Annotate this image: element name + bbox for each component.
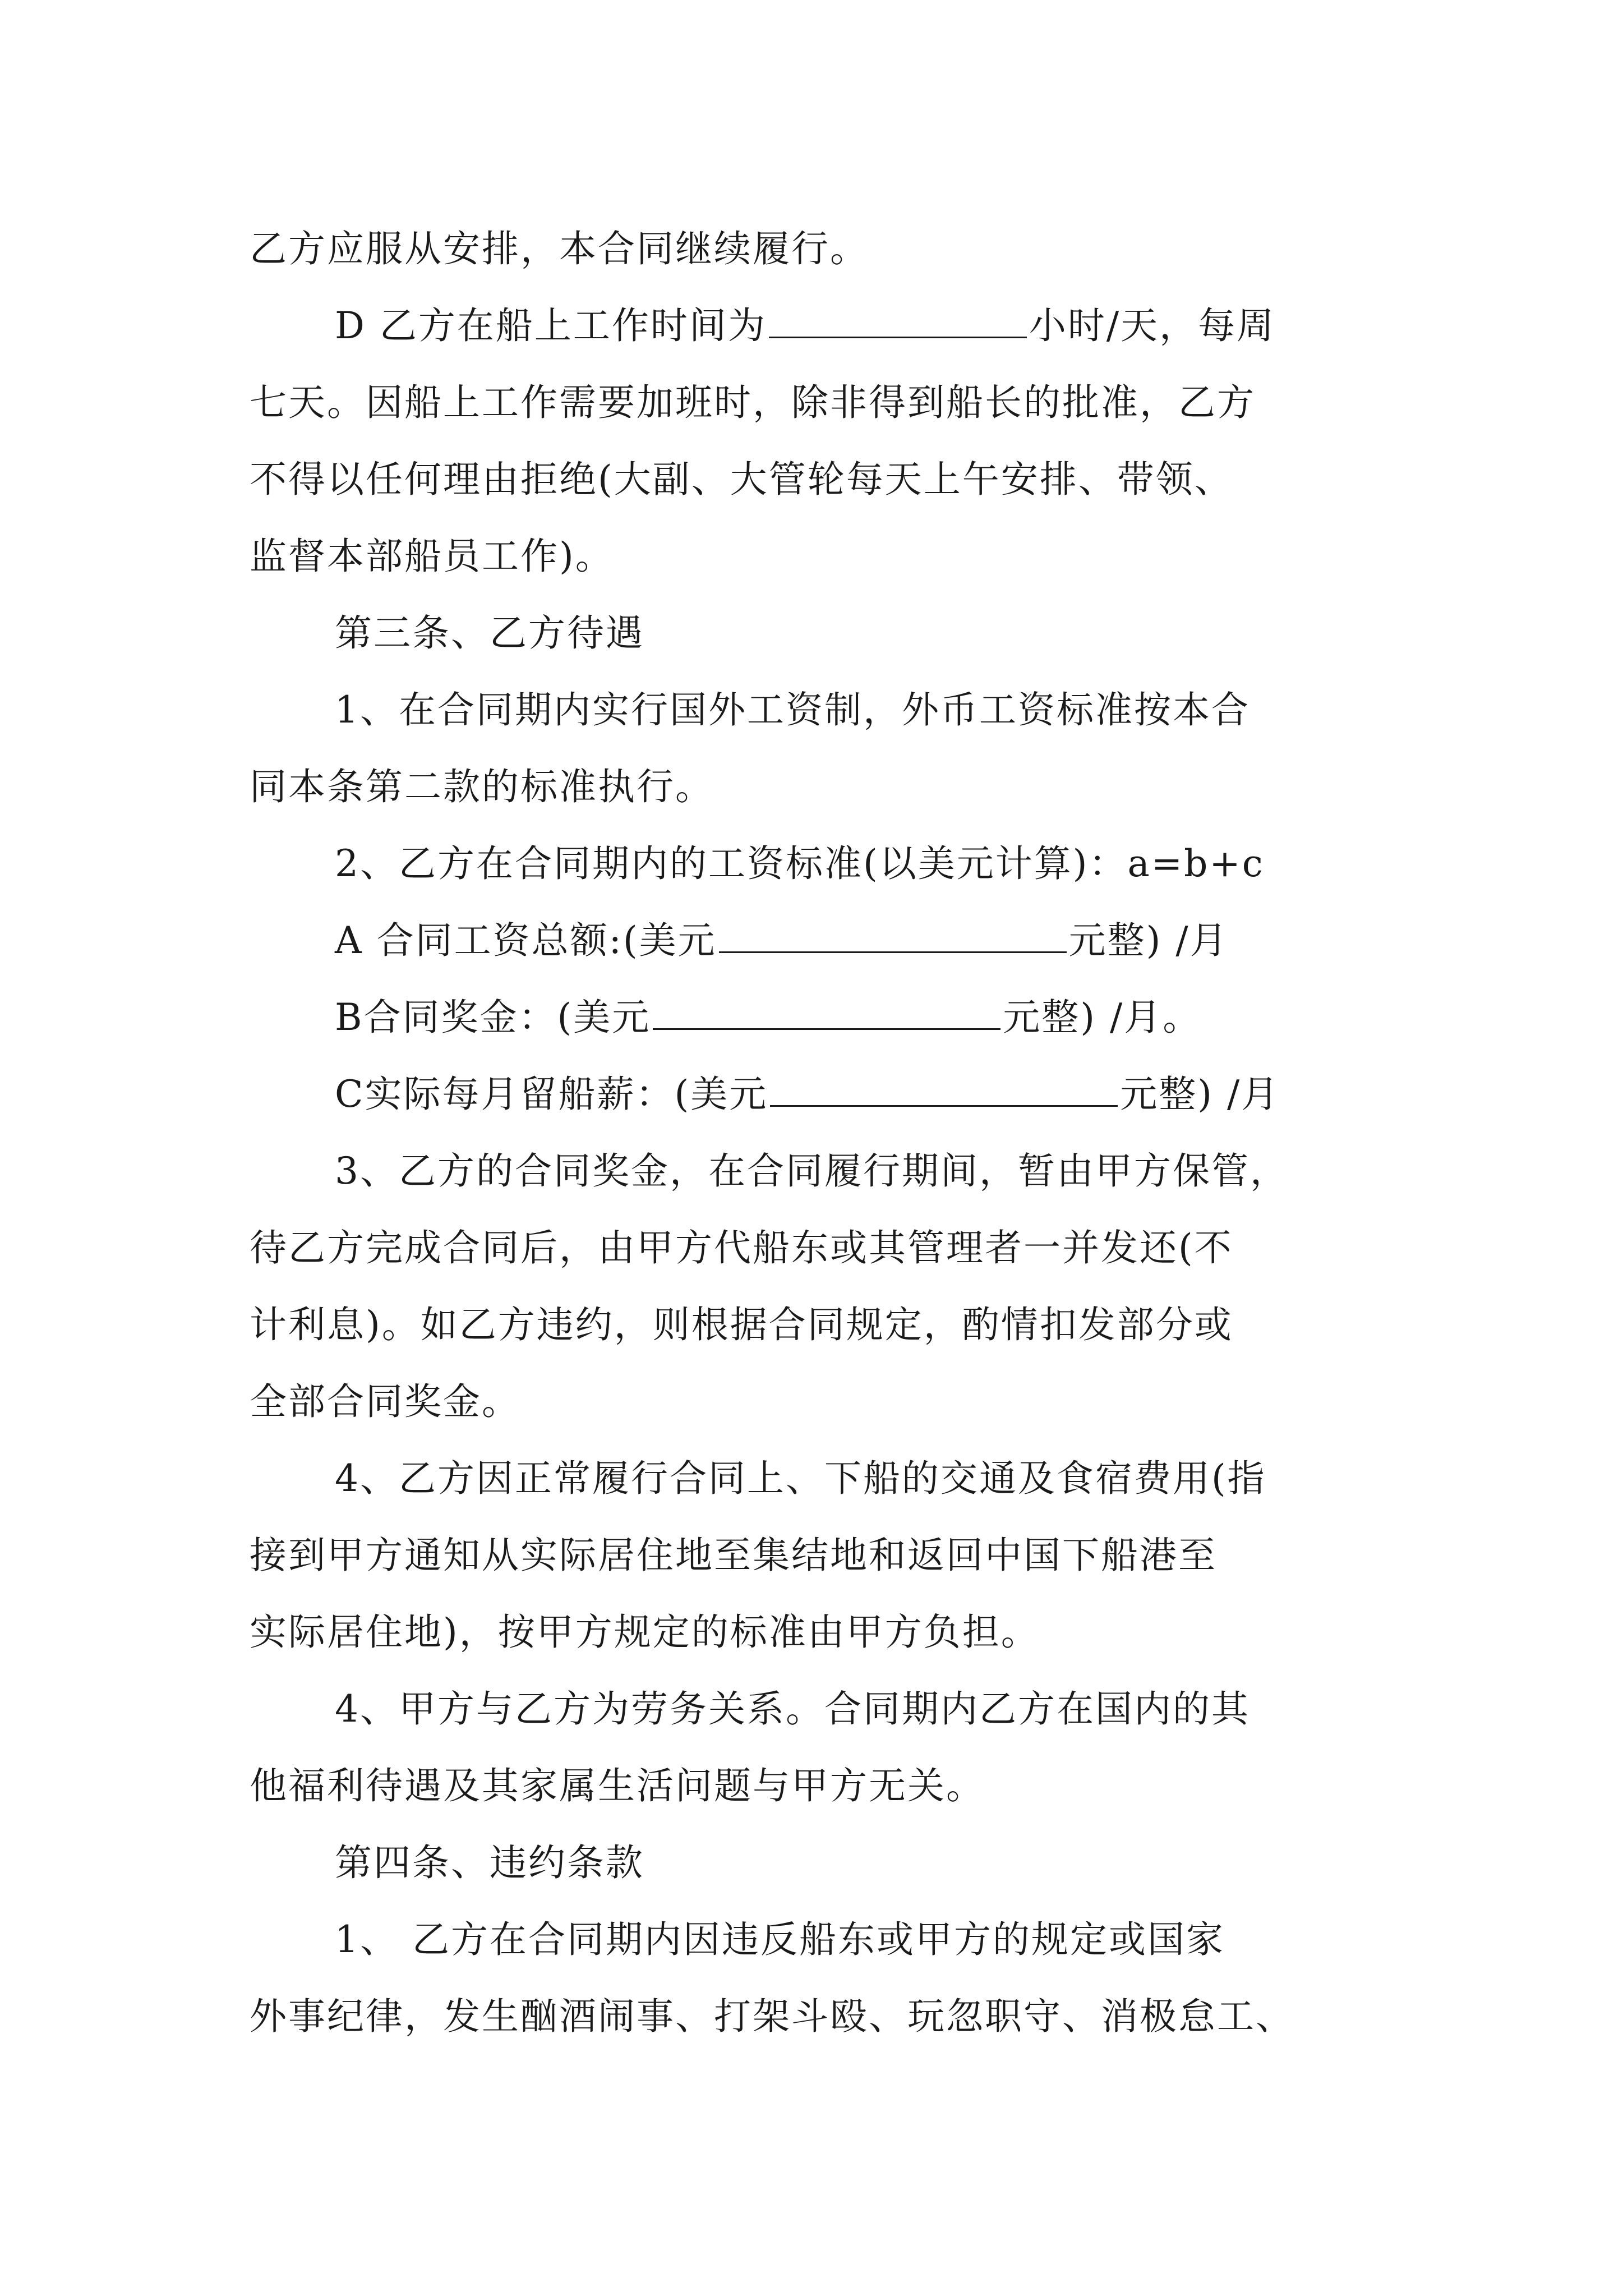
paragraph-line xyxy=(250,1133,1391,1209)
text-segment: 不得以任何理由拒绝(大副、大管轮每天上午安排、带领、 xyxy=(250,458,1233,501)
paragraph-line xyxy=(250,210,1391,287)
text-segment: 3、乙方的合同奖金，在合同履行期间，暂由甲方保管， xyxy=(335,1149,1289,1193)
paragraph-line xyxy=(250,825,1391,902)
fill-in-blank xyxy=(769,304,1027,338)
section-heading xyxy=(250,1824,1391,1901)
paragraph-line xyxy=(250,518,1391,595)
text-segment: 外事纪律，发生酗酒闹事、打架斗殴、玩忽职守、消极怠工、 xyxy=(250,1995,1294,2038)
text-segment: 第三条、乙方待遇 xyxy=(335,611,644,655)
text-segment: 小时/天，每周 xyxy=(1029,304,1276,347)
paragraph-line xyxy=(250,1901,1391,1978)
paragraph-line xyxy=(250,1056,1391,1133)
paragraph-line xyxy=(250,1517,1391,1594)
text-segment: 元整) /月 xyxy=(1120,1073,1280,1116)
paragraph-line xyxy=(250,1209,1391,1286)
section-heading xyxy=(250,595,1391,671)
text-segment: 元整) /月 xyxy=(1068,919,1229,962)
text-segment: 待乙方完成合同后，由甲方代船东或其管理者一并发还(不 xyxy=(250,1226,1233,1269)
text-segment: 1、在合同期内实行国外工资制，外币工资标准按本合 xyxy=(335,688,1250,731)
text-segment: 4、甲方与乙方为劳务关系。合同期内乙方在国内的其 xyxy=(335,1687,1250,1731)
text-segment: 七天。因船上工作需要加班时，除非得到船长的批准，乙方 xyxy=(250,381,1256,424)
text-segment: 2、乙方在合同期内的工资标准(以美元计算)：a=b+c xyxy=(335,842,1265,885)
text-segment: 接到甲方通知从实际居住地至集结地和返回中国下船港至 xyxy=(250,1534,1217,1577)
text-segment: 全部合同奖金。 xyxy=(250,1380,520,1423)
document-body xyxy=(250,210,1391,2055)
paragraph-line xyxy=(250,748,1391,825)
paragraph-line xyxy=(250,902,1391,979)
paragraph-line xyxy=(250,441,1391,518)
text-segment: A 合同工资总额:(美元 xyxy=(335,919,717,962)
fill-in-blank xyxy=(770,1073,1118,1107)
paragraph-line xyxy=(250,1440,1391,1517)
paragraph-line xyxy=(250,1594,1391,1671)
text-segment: B合同奖金：(美元 xyxy=(335,996,651,1039)
text-segment: 他福利待遇及其家属生活问题与甲方无关。 xyxy=(250,1764,985,1807)
text-segment: 1、 乙方在合同期内因违反船东或甲方的规定或国家 xyxy=(335,1918,1225,1961)
paragraph-line xyxy=(250,1978,1391,2055)
paragraph-line xyxy=(250,364,1391,441)
text-segment: 实际居住地)，按甲方规定的标准由甲方负担。 xyxy=(250,1611,1040,1654)
fill-in-blank xyxy=(719,919,1067,953)
text-segment: C实际每月留船薪：(美元 xyxy=(335,1073,768,1116)
paragraph-line xyxy=(250,1363,1391,1440)
paragraph-line xyxy=(250,1286,1391,1363)
paragraph-line xyxy=(250,671,1391,748)
paragraph-line xyxy=(250,979,1391,1056)
text-segment: 4、乙方因正常履行合同上、下船的交通及食宿费用(指 xyxy=(335,1457,1266,1500)
text-segment: 计利息)。如乙方违约，则根据合同规定，酌情扣发部分或 xyxy=(250,1303,1233,1346)
paragraph-line xyxy=(250,1747,1391,1824)
paragraph-line xyxy=(250,1671,1391,1747)
text-segment: 元整) /月。 xyxy=(1003,996,1202,1039)
text-segment: 同本条第二款的标准执行。 xyxy=(250,765,714,808)
text-segment: 第四条、违约条款 xyxy=(335,1841,644,1884)
paragraph-line xyxy=(250,287,1391,364)
text-segment: 监督本部船员工作)。 xyxy=(250,535,614,578)
text-segment: 乙方应服从安排，本合同继续履行。 xyxy=(250,227,869,270)
fill-in-blank xyxy=(653,996,1000,1030)
text-segment: D 乙方在船上工作时间为 xyxy=(335,304,767,347)
